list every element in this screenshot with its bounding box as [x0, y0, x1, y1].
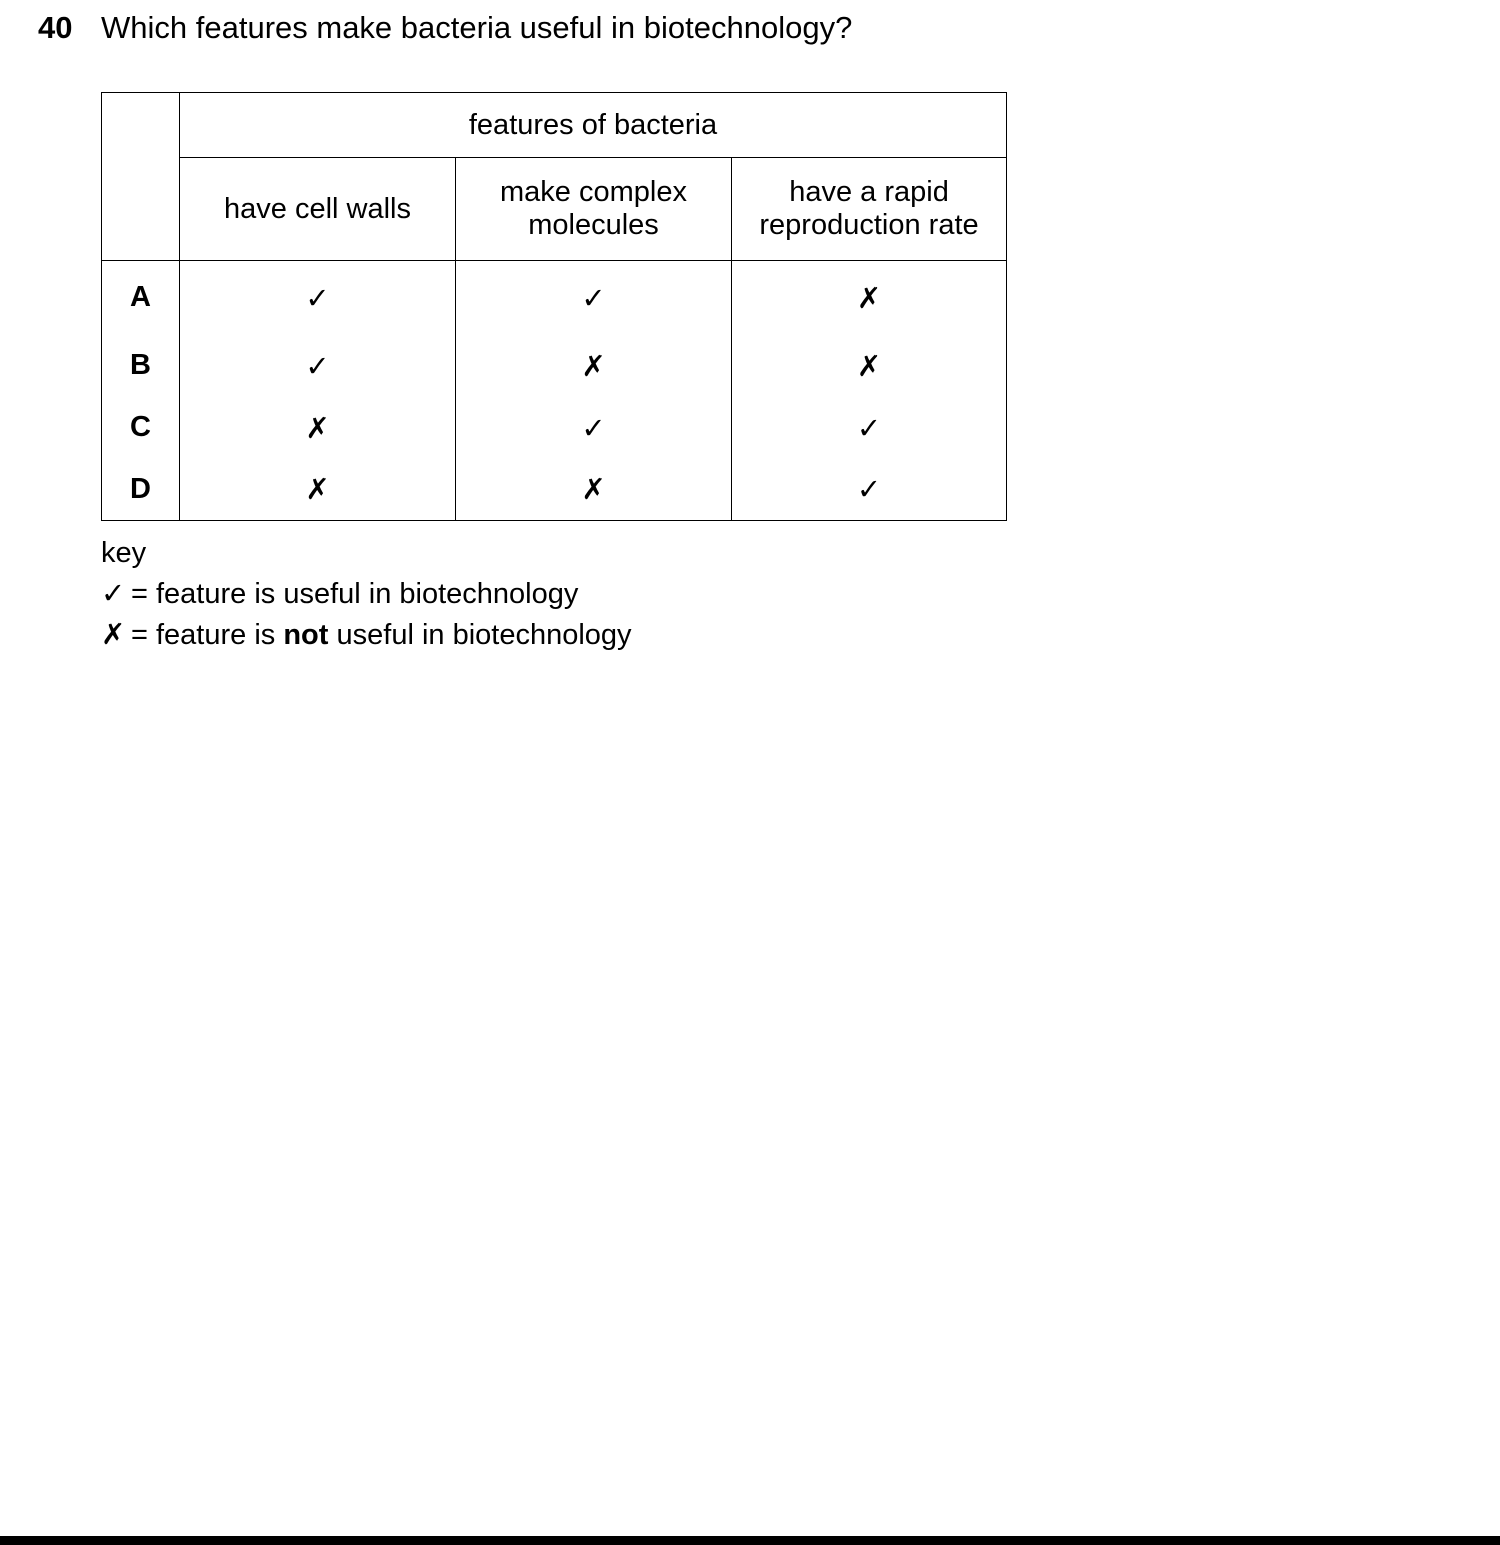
- table-row: [102, 459, 1007, 521]
- page-footer-bar: [0, 1536, 1500, 1545]
- features-table: [101, 92, 1007, 521]
- key-tick-entry: [101, 573, 632, 614]
- question-number: 40: [38, 10, 73, 45]
- cross-mark: ✗: [732, 335, 1007, 397]
- table-row: [102, 261, 1007, 335]
- check-mark: ✓: [456, 397, 732, 459]
- column-header: make complex molecules: [456, 158, 732, 261]
- check-mark: ✓: [180, 261, 456, 335]
- key-cross-entry: [101, 614, 632, 655]
- check-mark: ✓: [732, 459, 1007, 521]
- question-text: Which features make bacteria useful in biotechnology?: [101, 10, 853, 45]
- table-row: [102, 335, 1007, 397]
- row-label: D: [102, 459, 180, 521]
- key-legend: [101, 533, 632, 655]
- cross-mark: ✗: [456, 459, 732, 521]
- table-row: [102, 397, 1007, 459]
- check-mark: ✓: [456, 261, 732, 335]
- check-mark: ✓: [732, 397, 1007, 459]
- cross-mark: ✗: [180, 397, 456, 459]
- corner-cell: [102, 93, 180, 261]
- key-title: key: [101, 537, 147, 569]
- key-cross-text-before: = feature is: [131, 619, 276, 651]
- group-header: features of bacteria: [180, 93, 1007, 158]
- key-cross-text-after: useful in biotechnology: [336, 619, 632, 651]
- key-tick-text: = feature is useful in biotechnology: [131, 578, 579, 610]
- cross-mark: ✗: [732, 261, 1007, 335]
- column-header: have a rapid reproduction rate: [732, 158, 1007, 261]
- cross-mark: ✗: [456, 335, 732, 397]
- row-label: A: [102, 261, 180, 335]
- cross-icon: ✗: [101, 617, 126, 651]
- key-cross-text-bold: not: [283, 619, 329, 651]
- cross-mark: ✗: [180, 459, 456, 521]
- check-mark: ✓: [180, 335, 456, 397]
- row-label: B: [102, 335, 180, 397]
- row-label: C: [102, 397, 180, 459]
- column-header: have cell walls: [180, 158, 456, 261]
- check-icon: ✓: [101, 576, 126, 610]
